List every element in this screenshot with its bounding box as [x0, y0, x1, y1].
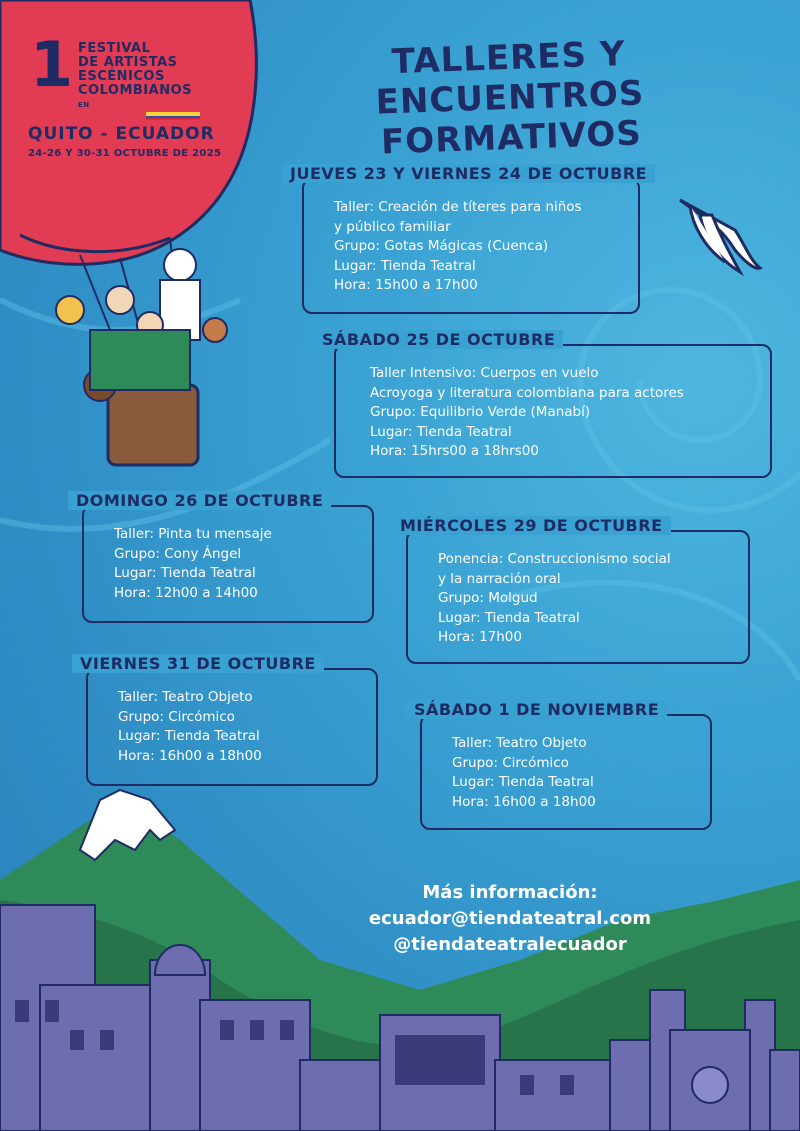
event-line: Taller: Pinta tu mensaje	[114, 526, 272, 542]
event-line: Hora: 17h00	[438, 629, 522, 646]
logo-dates: 24-26 Y 30-31 OCTUBRE DE 2025	[28, 148, 222, 159]
event-line: Hora: 16h00 a 18h00	[118, 747, 262, 764]
event-details	[114, 525, 272, 603]
event-line: Acroyoga y literatura colombiana para actores	[370, 384, 684, 401]
event-details	[370, 364, 684, 462]
event-card-1	[290, 164, 648, 314]
title-line-1: TALLERES Y ENCUENTROS	[375, 33, 645, 123]
logo-number: 1	[30, 28, 74, 101]
colombia-flag	[146, 112, 200, 120]
event-card-6	[414, 700, 712, 830]
event-line: Hora: 12h00 a 14h00	[114, 584, 258, 601]
event-line: y público familiar	[334, 218, 451, 235]
logo-line-4: COLOMBIANOS	[78, 83, 193, 98]
page-title	[268, 30, 752, 167]
logo-line-5: EN	[78, 101, 90, 109]
logo-line-3: ESCÉNICOS	[78, 69, 165, 84]
event-line: Lugar: Tienda Teatral	[438, 609, 580, 626]
event-line: Grupo: Cony Ángel	[114, 545, 242, 562]
logo-text	[78, 42, 192, 112]
event-day: MIÉRCOLES 29 DE OCTUBRE	[392, 516, 671, 535]
info-heading: Más información:	[422, 882, 598, 903]
event-line: Taller: Creación de títeres para niños	[334, 199, 582, 215]
email-link[interactable]: ecuador@tiendateatral.com	[368, 908, 652, 929]
event-line: Lugar: Tienda Teatral	[118, 728, 260, 745]
event-details	[452, 734, 596, 812]
event-line: Lugar: Tienda Teatral	[334, 257, 476, 274]
bird-illustration	[680, 200, 760, 272]
event-line: Taller Intensivo: Cuerpos en vuelo	[370, 365, 599, 381]
event-line: Taller: Teatro Objeto	[452, 735, 587, 751]
event-card-4	[400, 516, 750, 664]
logo-line-2: DE ARTISTAS	[78, 55, 178, 70]
event-day: JUEVES 23 Y VIERNES 24 DE OCTUBRE	[282, 164, 655, 183]
event-line: Grupo: Molgud	[438, 590, 538, 607]
logo-city: QUITO - ECUADOR	[28, 124, 215, 144]
title-line-2: FORMATIVOS	[380, 113, 643, 163]
logo-line-1: FESTIVAL	[78, 41, 151, 56]
event-line: Hora: 16h00 a 18h00	[452, 793, 596, 810]
event-line: Lugar: Tienda Teatral	[114, 565, 256, 582]
social-handle-link[interactable]: @tiendateatralecuador	[393, 934, 627, 955]
event-details	[438, 550, 671, 648]
event-line: Grupo: Gotas Mágicas (Cuenca)	[334, 238, 549, 255]
event-line: Hora: 15h00 a 17h00	[334, 277, 478, 294]
event-details	[334, 198, 582, 296]
event-card-3	[76, 491, 374, 623]
contact-info	[360, 880, 660, 958]
event-line: Grupo: Circómico	[452, 754, 569, 771]
event-card-2	[322, 330, 772, 478]
event-line: Hora: 15hrs00 a 18hrs00	[370, 443, 539, 460]
event-line: Taller: Teatro Objeto	[118, 689, 253, 705]
event-line: Grupo: Equilibrio Verde (Manabí)	[370, 404, 591, 421]
event-details	[118, 688, 262, 766]
event-day: SÁBADO 25 DE OCTUBRE	[314, 330, 563, 349]
event-card-5	[80, 654, 378, 786]
event-line: Grupo: Circómico	[118, 708, 235, 725]
event-line: Ponencia: Construccionismo social	[438, 551, 671, 567]
event-line: Lugar: Tienda Teatral	[370, 423, 512, 440]
event-line: Lugar: Tienda Teatral	[452, 774, 594, 791]
event-day: DOMINGO 26 DE OCTUBRE	[68, 491, 331, 510]
event-day: VIERNES 31 DE OCTUBRE	[72, 654, 324, 673]
event-line: y la narración oral	[438, 570, 561, 587]
event-day: SÁBADO 1 DE NOVIEMBRE	[406, 700, 667, 719]
